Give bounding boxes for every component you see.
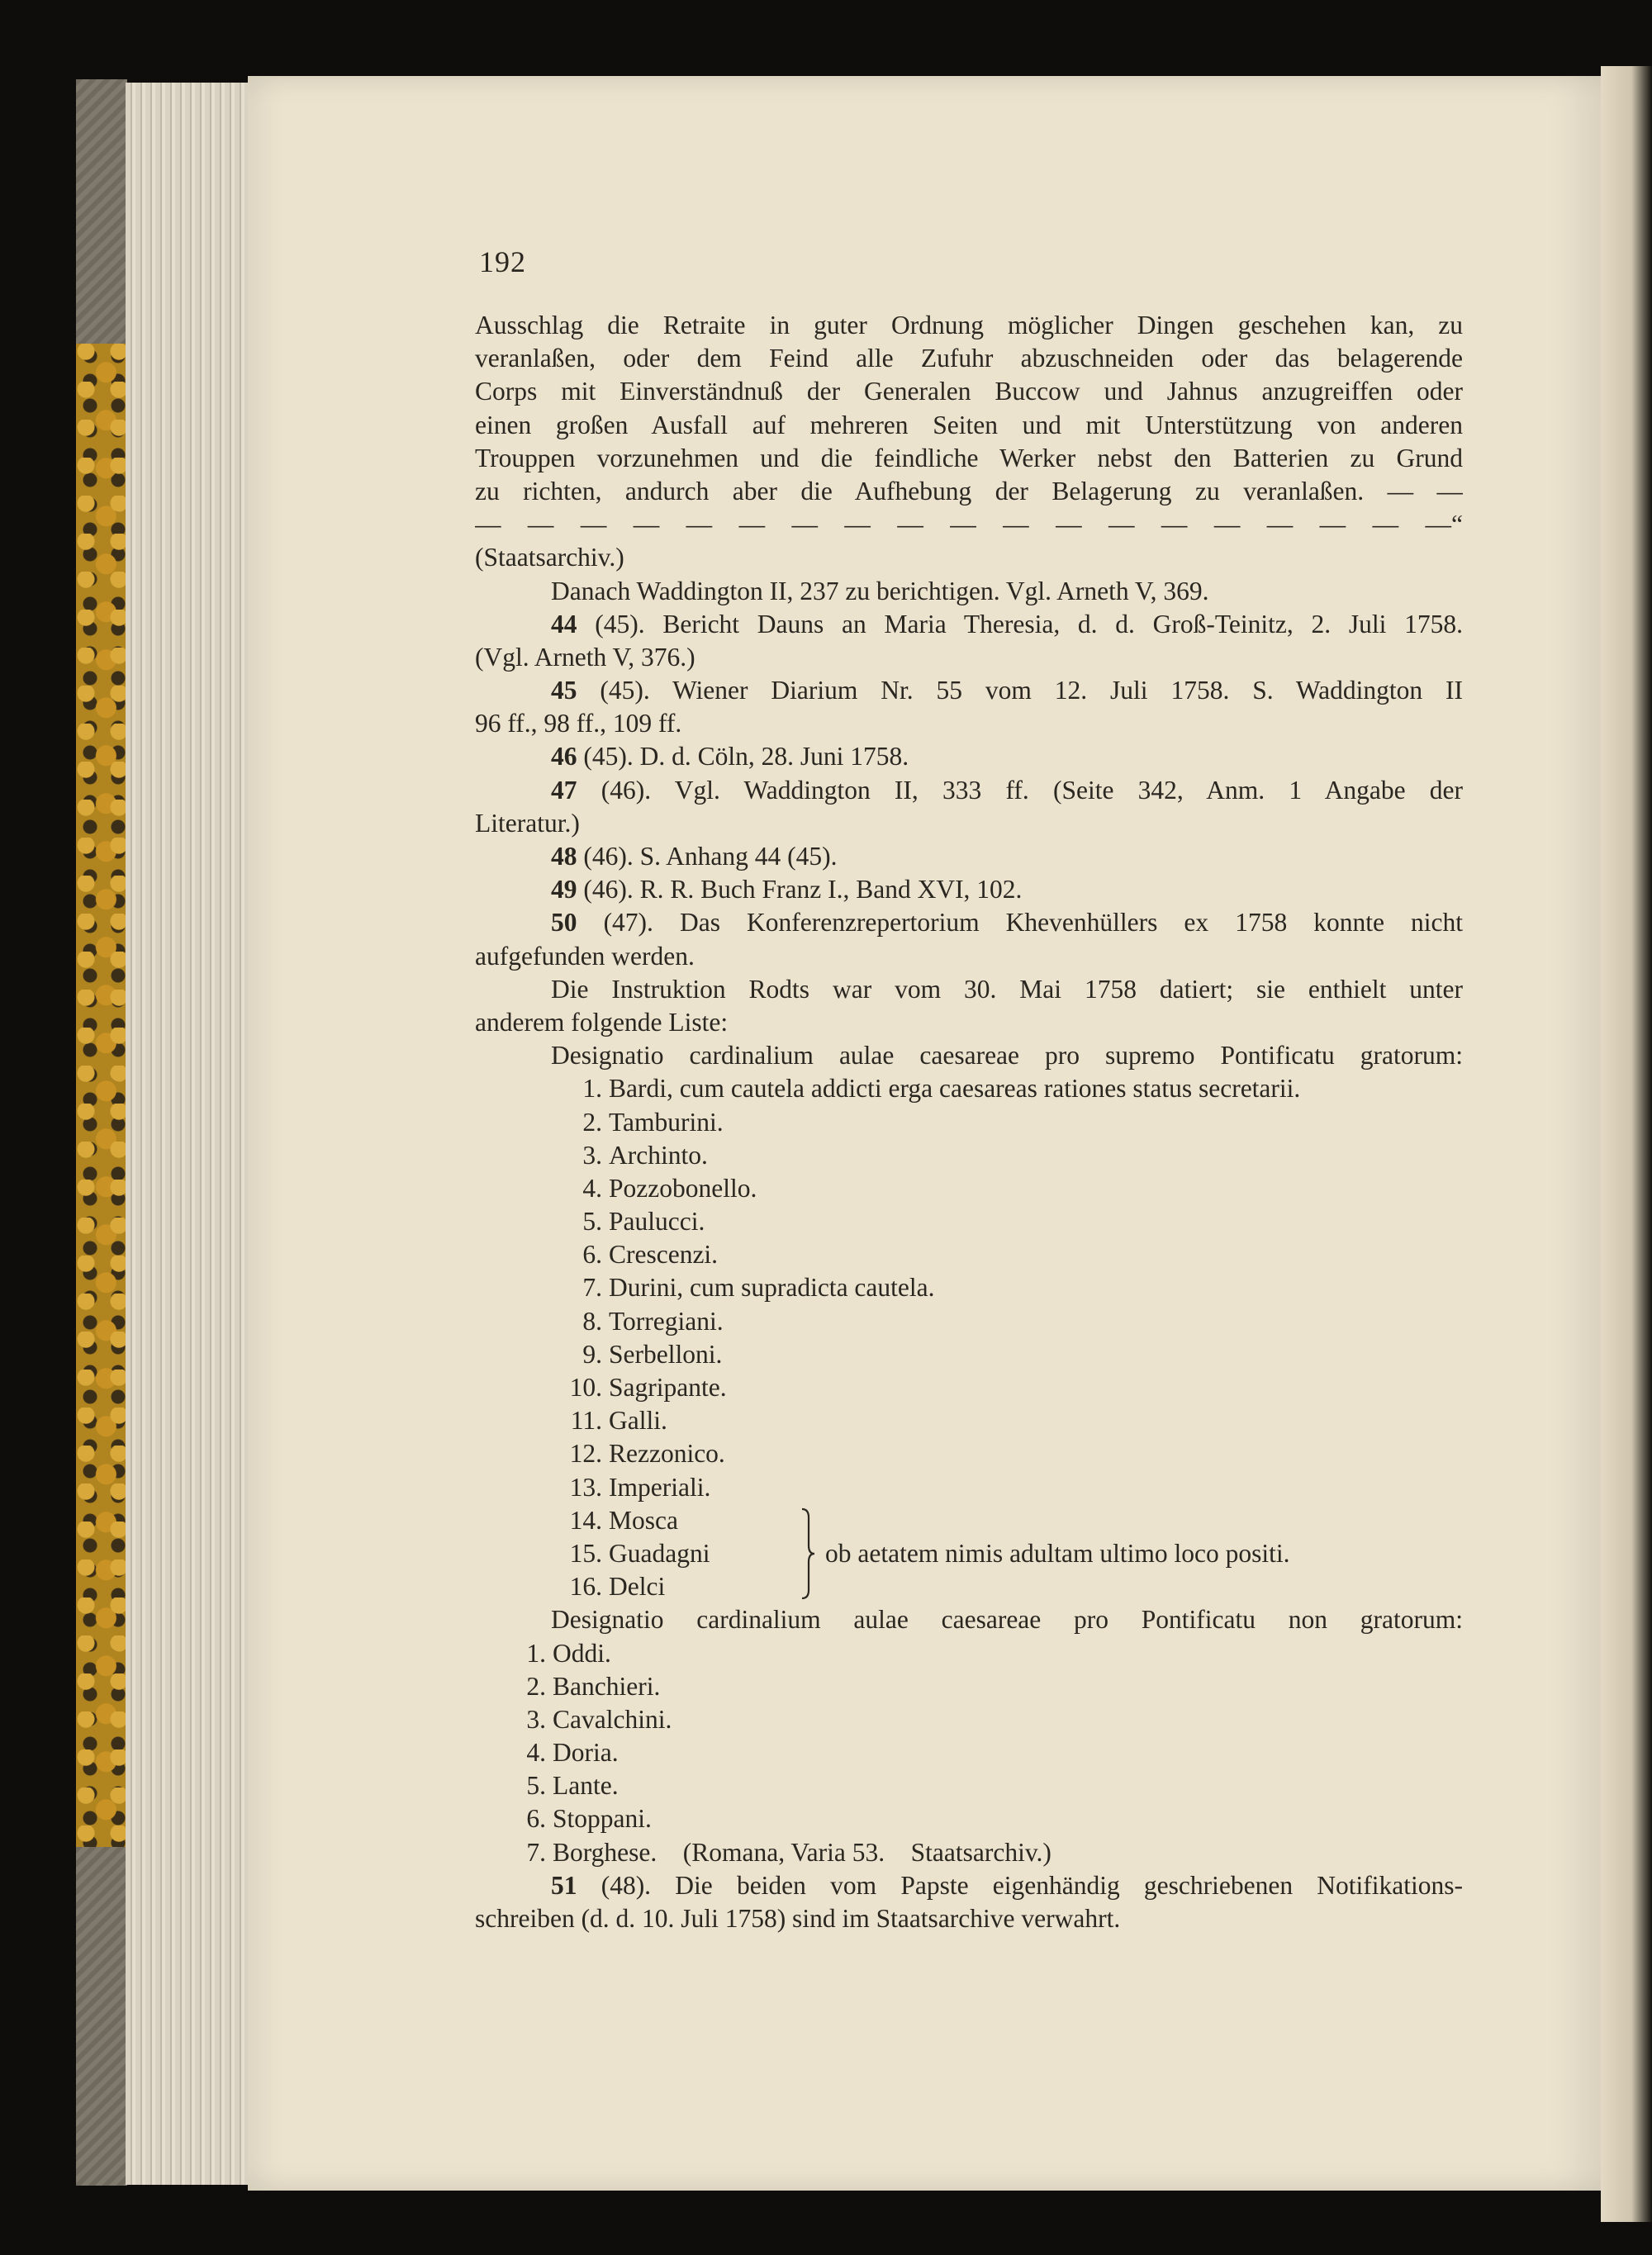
cardinal-name: Rezzonico.: [609, 1439, 725, 1469]
list-item: [553, 1072, 1463, 1105]
cardinal-name: Torregiani.: [609, 1306, 724, 1336]
list-item: [496, 1703, 1463, 1736]
note-number: 51: [551, 1870, 577, 1900]
cardinal-name: Delci: [609, 1572, 666, 1602]
note-44: [475, 608, 1463, 641]
cardinal-name: Serbelloni.: [609, 1339, 723, 1369]
list-item: [553, 1139, 1463, 1172]
list-number: 2.: [526, 1671, 546, 1701]
cover-marbled-paper: [76, 344, 127, 1847]
list-item: [553, 1404, 1463, 1437]
dash-line: — — — — — — — — — — — — — — — — — — —“: [475, 510, 1463, 539]
list-item: [553, 1238, 1463, 1271]
cardinal-name: Durini, cum supradicta cautela.: [609, 1273, 935, 1303]
list-number: 3.: [582, 1140, 602, 1170]
list-number: 15.: [569, 1538, 602, 1568]
cardinal-name: Oddi.: [553, 1638, 611, 1668]
page-number: 192: [479, 245, 526, 278]
list-item: [496, 1670, 1463, 1703]
cover-cloth-top: [76, 79, 127, 344]
text-line: Corps mit Einverständnuß der Generalen Buccow und Jahnus anzugreiffen oder: [475, 377, 1463, 406]
instruction-line: Die Instruktion Rodts war vom 30. Mai 1758 datiert; sie enthielt unter: [551, 974, 1463, 1004]
note-49: [475, 873, 1463, 906]
non-gratorum-heading: Designatio cardinalium aulae caesareae pro Pontificatu non gratorum:: [551, 1605, 1463, 1635]
non-gratorum-list: [475, 1637, 1463, 1869]
right-brace-icon: [800, 1507, 815, 1600]
note-number: 48: [551, 842, 577, 871]
cardinal-name: Stoppani.: [553, 1804, 652, 1834]
list-item: [496, 1802, 1463, 1835]
list-item: [553, 1106, 1463, 1139]
list-number: 3.: [526, 1704, 546, 1734]
note-danach: Danach Waddington II, 237 zu berichtigen. Vgl. Arneth V, 369.: [551, 576, 1209, 605]
note-44-cont: (Vgl. Arneth V, 376.): [475, 642, 695, 672]
cardinal-name: Paulucci.: [609, 1207, 705, 1237]
list-item: [553, 1305, 1463, 1338]
cardinal-name: Archinto.: [609, 1140, 708, 1170]
note-51: [475, 1869, 1463, 1902]
cardinal-name: Crescenzi.: [609, 1240, 719, 1270]
list-item: [553, 1338, 1463, 1371]
list-number: 8.: [582, 1306, 602, 1336]
note-number: 49: [551, 875, 577, 904]
list-number: 14.: [569, 1505, 602, 1535]
bracketed-group: [553, 1504, 1463, 1604]
cardinal-name: Pozzobonello.: [609, 1173, 757, 1203]
list-item: [553, 1471, 1463, 1504]
note-text: (46). Vgl. Waddington II, 333 ff. (Seite 342, Anm. 1 Angabe der: [601, 775, 1463, 805]
note-number: 50: [551, 908, 577, 938]
list-number: 10.: [569, 1373, 602, 1402]
cardinal-name: Imperiali.: [609, 1472, 711, 1502]
note-text: (45). Wiener Diarium Nr. 55 vom 12. Juli 1758. S. Waddington II: [600, 676, 1463, 705]
page-body: [475, 309, 1463, 1935]
list-item: [553, 1172, 1463, 1205]
list-number: 13.: [569, 1472, 602, 1502]
bracket-note: ob aetatem nimis adultam ultimo loco positi.: [825, 1538, 1290, 1568]
list-number: 6.: [526, 1804, 546, 1834]
list-item: [553, 1205, 1463, 1238]
list-number: 16.: [569, 1572, 602, 1602]
cardinal-name: Sagripante.: [609, 1373, 727, 1402]
note-51-cont: schreiben (d. d. 10. Juli 1758) sind im Staatsarchive verwahrt.: [475, 1904, 1121, 1933]
text-line: einen großen Ausfall auf mehreren Seiten und mit Unterstützung von anderen: [475, 410, 1463, 439]
list-item: [553, 1371, 1463, 1404]
cardinal-name: Doria.: [553, 1738, 619, 1768]
cardinal-name: Borghese. (Romana, Varia 53. Staatsarchiv.): [553, 1837, 1051, 1867]
note-number: 44: [551, 609, 577, 639]
cardinal-name: Lante.: [553, 1771, 619, 1801]
note-text: (47). Das Konferenzrepertorium Khevenhüllers ex 1758 konnte nicht: [603, 908, 1463, 938]
list-item: [553, 1570, 1463, 1603]
cover-cloth-bottom: [76, 1847, 127, 2186]
list-number: 5.: [526, 1771, 546, 1801]
source-line: (Staatsarchiv.): [475, 543, 624, 572]
list-item: [553, 1437, 1463, 1470]
list-number: 4.: [526, 1738, 546, 1768]
list-item: [496, 1637, 1463, 1670]
list-number: 1.: [526, 1638, 546, 1668]
list-number: 7.: [526, 1837, 546, 1867]
cardinal-name: Banchieri.: [553, 1671, 661, 1701]
list-item: [553, 1504, 1463, 1537]
note-45-cont: 96 ff., 98 ff., 109 ff.: [475, 709, 682, 738]
quoted-paragraph: [475, 309, 1463, 575]
list-number: 6.: [582, 1240, 602, 1270]
list-number: 11.: [570, 1406, 602, 1436]
note-text: (46). S. Anhang 44 (45).: [583, 842, 838, 871]
cardinal-name: Mosca: [609, 1505, 678, 1535]
list-number: 7.: [582, 1273, 602, 1303]
list-item: [496, 1736, 1463, 1769]
note-47-cont: Literatur.): [475, 808, 580, 838]
note-48: [475, 840, 1463, 873]
note-number: 47: [551, 775, 577, 805]
note-text: (48). Die beiden vom Papste eigenhändig geschriebenen Notifikations-: [601, 1870, 1463, 1900]
gratorum-list: [475, 1072, 1463, 1603]
cardinal-name: Guadagni: [609, 1538, 710, 1568]
note-text: (45). Bericht Dauns an Maria Theresia, d. d. Groß-Teinitz, 2. Juli 1758.: [595, 609, 1463, 639]
list-item: [496, 1836, 1463, 1869]
cardinal-name: Bardi, cum cautela addicti erga caesareas rationes status secretarii.: [609, 1074, 1301, 1104]
note-45: [475, 674, 1463, 707]
text-line: Trouppen vorzunehmen und die feindliche Werker nebst den Batterien zu Grund: [475, 443, 1463, 472]
text-line: Ausschlag die Retraite in guter Ordnung möglicher Dingen geschehen kan, zu: [475, 311, 1463, 339]
list-number: 9.: [582, 1339, 602, 1369]
page-edges: [126, 83, 258, 2185]
list-number: 5.: [582, 1207, 602, 1237]
cardinal-name: Tamburini.: [609, 1107, 724, 1137]
cardinal-name: Cavalchini.: [553, 1704, 672, 1734]
note-number: 46: [551, 742, 577, 771]
note-50: [475, 906, 1463, 939]
list-item: [496, 1769, 1463, 1802]
note-number: 45: [551, 676, 577, 705]
note-47: [475, 774, 1463, 807]
instruction-line-cont: anderem folgende Liste:: [475, 1007, 729, 1037]
text-line: veranlaßen, oder dem Feind alle Zufuhr abzuschneiden oder das belagerende: [475, 344, 1463, 373]
note-50-cont: aufgefunden werden.: [475, 941, 695, 971]
list-item: [553, 1271, 1463, 1304]
note-46: [475, 740, 1463, 773]
text-line: zu richten, andurch aber die Aufhebung der Belagerung zu veranlaßen. — —: [475, 476, 1463, 506]
cardinal-name: Galli.: [609, 1406, 667, 1436]
list-number: 12.: [569, 1439, 602, 1469]
note-text: (46). R. R. Buch Franz I., Band XVI, 102.: [583, 875, 1023, 904]
list-number: 1.: [582, 1074, 602, 1104]
note-text: (45). D. d. Cöln, 28. Juni 1758.: [583, 742, 909, 771]
facing-page-edge: [1601, 66, 1652, 2222]
list-number: 4.: [582, 1173, 602, 1203]
list-number: 2.: [582, 1107, 602, 1137]
gratorum-heading: Designatio cardinalium aulae caesareae pro supremo Pontificatu gratorum:: [551, 1041, 1463, 1071]
